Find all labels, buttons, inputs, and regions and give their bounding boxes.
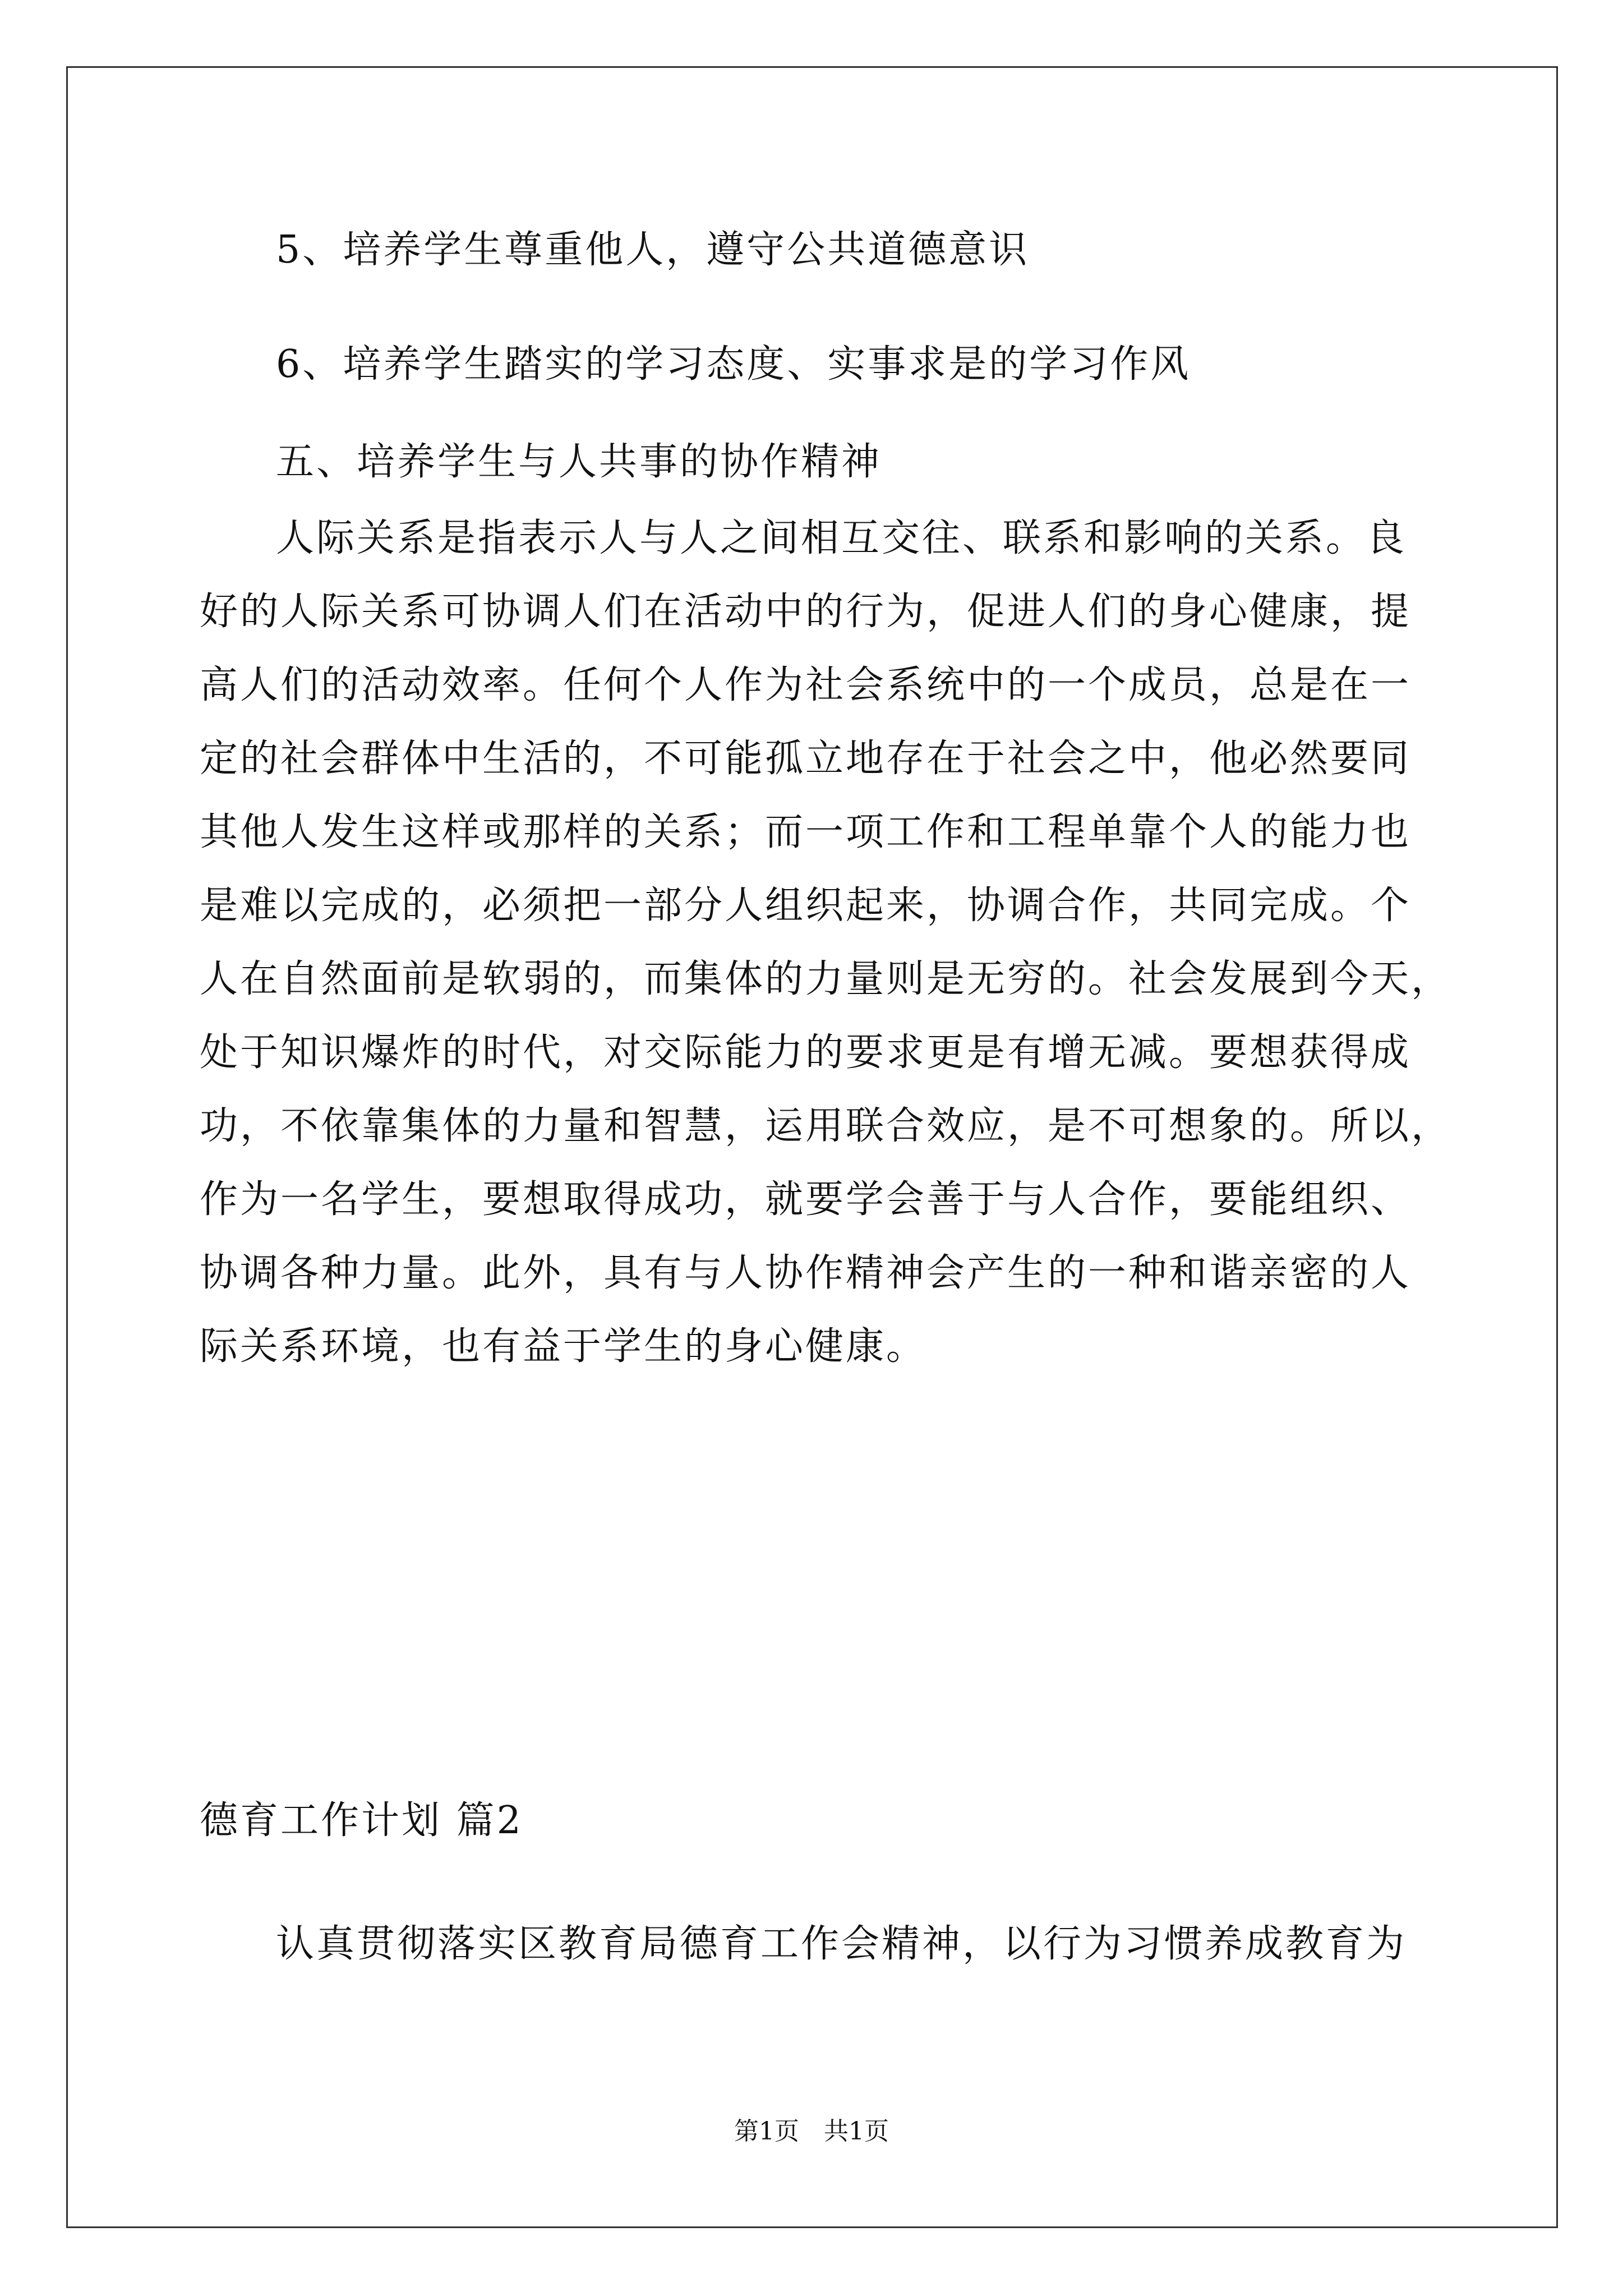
plan-2-first-line: 认真贯彻落实区教育局德育工作会精神，以行为习惯养成教育为 (276, 1922, 1407, 1966)
item-5-line: 5、培养学生尊重他人，遵守公共道德意识 (276, 228, 1030, 272)
item-6-line: 6、培养学生踏实的学习态度、实事求是的学习作风 (276, 342, 1191, 386)
paragraph-line: 协调各种力量。此外，具有与人协作精神会产生的一种和谐亲密的人 (200, 1251, 1412, 1295)
paragraph-line: 是难以完成的，必须把一部分人组织起来，协调合作，共同完成。个 (200, 884, 1412, 928)
paragraph-line: 高人们的活动效率。任何个人作为社会系统中的一个成员，总是在一 (200, 663, 1412, 707)
paragraph-line: 人际关系是指表示人与人之间相互交往、联系和影响的关系。良 (276, 516, 1407, 560)
paragraph-line: 功，不依靠集体的力量和智慧，运用联合效应，是不可想象的。所以， (200, 1104, 1452, 1148)
paragraph-line: 人在自然面前是软弱的，而集体的力量则是无穷的。社会发展到今天， (200, 957, 1452, 1001)
section-5-title: 五、培养学生与人共事的协作精神 (276, 440, 882, 484)
paragraph-line: 际关系环境，也有益于学生的身心健康。 (200, 1324, 927, 1369)
interpersonal-paragraph (200, 501, 1451, 1383)
paragraph-line: 处于知识爆炸的时代，对交际能力的要求更是有增无减。要想获得成 (200, 1030, 1412, 1075)
paragraph-line: 作为一名学生，要想取得成功，就要学会善于与人合作，要能组织、 (200, 1177, 1412, 1222)
page-footer: 第1页 共1页 (734, 2117, 889, 2146)
plan-2-heading: 德育工作计划 篇2 (200, 1798, 523, 1843)
paragraph-line: 好的人际关系可协调人们在活动中的行为，促进人们的身心健康，提 (200, 590, 1412, 634)
paragraph-line: 其他人发生这样或那样的关系；而一项工作和工程单靠个人的能力也 (200, 810, 1412, 854)
paragraph-line: 定的社会群体中生活的，不可能孤立地存在于社会之中，他必然要同 (200, 737, 1412, 781)
